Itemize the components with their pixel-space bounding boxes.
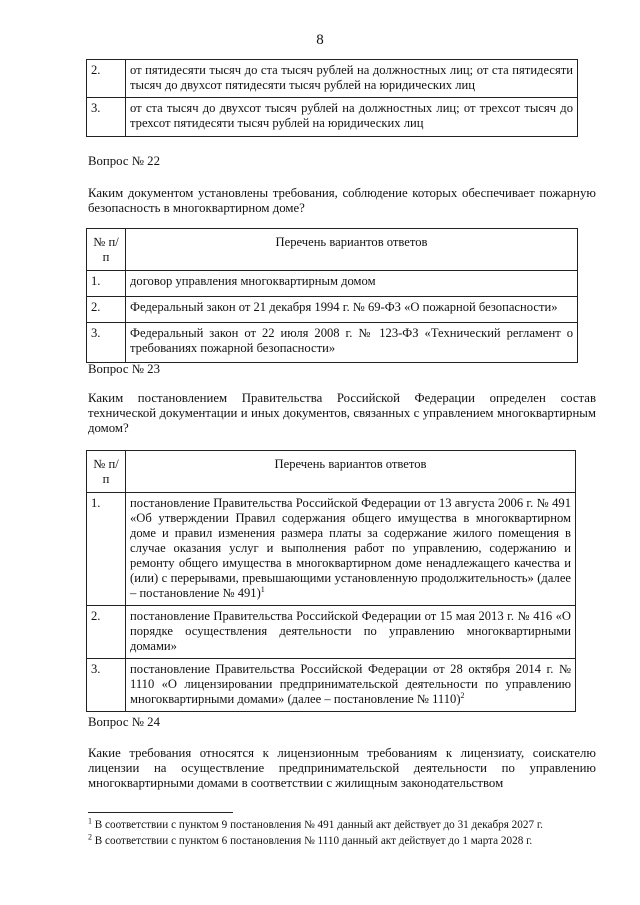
- table-header-row: [87, 451, 576, 493]
- table-row: [87, 271, 578, 297]
- footnote-divider: [88, 812, 233, 813]
- page-number: 8: [316, 32, 324, 48]
- footnotes: [88, 817, 608, 849]
- question-23-answers-table: [86, 450, 576, 712]
- question-24-text: Какие требования относятся к лицензионным требованиям к лицензиату, соискателю лицензии на осуществление предпринимательской деятельности по управлению многоквартирными домами в соответствии с жилищным законодательством: [88, 746, 596, 790]
- option-number: 3.: [87, 323, 126, 363]
- option-number: 3.: [87, 98, 126, 137]
- footnote-text: В соответствии с пунктом 6 постановления № 1110 данный акт действует до 1 марта 2028 г.: [92, 835, 533, 847]
- previous-question-table: [86, 59, 578, 137]
- option-text: [126, 493, 576, 606]
- footnote: [88, 817, 608, 833]
- column-header-options: Перечень вариантов ответов: [126, 229, 578, 271]
- table-row: [87, 98, 578, 137]
- question-24-title: Вопрос № 24: [88, 715, 160, 729]
- column-header-options: Перечень вариантов ответов: [126, 451, 576, 493]
- table-row: [87, 60, 578, 98]
- footnote-text: В соответствии с пунктом 9 постановления № 491 данный акт действует до 31 декабря 2027 г.: [92, 819, 543, 831]
- option-text-body: постановление Правительства Российской Федерации от 13 августа 2006 г. № 491 «Об утверждении Правил содержания общего имущества в многоквартирном доме и правил изменения размера платы за содержание жилого помещения в случае оказания услуг и выполнения работ по управлению, содержанию и ремонту общего имущества в многоквартирном доме ненадлежащего качества и (или) с перерывами, превышающими установленную продолжительность» (далее – постановление № 491): [130, 496, 571, 600]
- option-text: от пятидесяти тысяч до ста тысяч рублей на должностных лиц; от ста пятидесяти тысяч до двухсот пятидесяти тысяч рублей на юридических лиц: [126, 60, 578, 98]
- option-text: от ста тысяч до двухсот тысяч рублей на должностных лиц; от трехсот тысяч до трехсот пятидесяти тысяч рублей на юридических лиц: [126, 98, 578, 137]
- footnote-ref: 2: [460, 690, 465, 700]
- option-text: [126, 606, 576, 659]
- option-number: 2.: [87, 606, 126, 659]
- option-text-body: постановление Правительства Российской Федерации от 28 октября 2014 г. № 1110 «О лицензировании предпринимательской деятельности по управлению многоквартирными домами» (далее – постановление № 1110): [130, 662, 571, 706]
- column-header-number: № п/п: [87, 229, 126, 271]
- footnote: [88, 833, 608, 849]
- option-text-body: постановление Правительства Российской Федерации от 15 мая 2013 г. № 416 «О порядке осуществления деятельности по управлению многоквартирными домами»: [130, 609, 571, 653]
- option-number: 1.: [87, 271, 126, 297]
- option-number: 2.: [87, 60, 126, 98]
- option-number: 2.: [87, 297, 126, 323]
- option-text: договор управления многоквартирным домом: [126, 271, 578, 297]
- question-23-text: Каким постановлением Правительства Российской Федерации определен состав технической документации и иных документов, связанных с управлением многоквартирным домом?: [88, 391, 596, 435]
- table-row: [87, 606, 576, 659]
- option-text: Федеральный закон от 21 декабря 1994 г. № 69-ФЗ «О пожарной безопасности»: [126, 297, 578, 323]
- option-text: Федеральный закон от 22 июля 2008 г. № 123-ФЗ «Технический регламент о требованиях пожарной безопасности»: [126, 323, 578, 363]
- option-number: 1.: [87, 493, 126, 606]
- table-header-row: [87, 229, 578, 271]
- table-row: [87, 297, 578, 323]
- column-header-number: № п/п: [87, 451, 126, 493]
- footnote-ref: 1: [260, 584, 265, 594]
- question-22-answers-table: [86, 228, 578, 363]
- table-row: [87, 493, 576, 606]
- option-number: 3.: [87, 659, 126, 712]
- option-text: [126, 659, 576, 712]
- question-23-title: Вопрос № 23: [88, 362, 160, 376]
- table-row: [87, 323, 578, 363]
- table-row: [87, 659, 576, 712]
- footnote-mark: 1: [88, 816, 92, 826]
- question-22-title: Вопрос № 22: [88, 154, 160, 168]
- footnote-mark: 2: [88, 832, 92, 842]
- question-22-text: Каким документом установлены требования, соблюдение которых обеспечивает пожарную безопасность в многоквартирном доме?: [88, 186, 596, 215]
